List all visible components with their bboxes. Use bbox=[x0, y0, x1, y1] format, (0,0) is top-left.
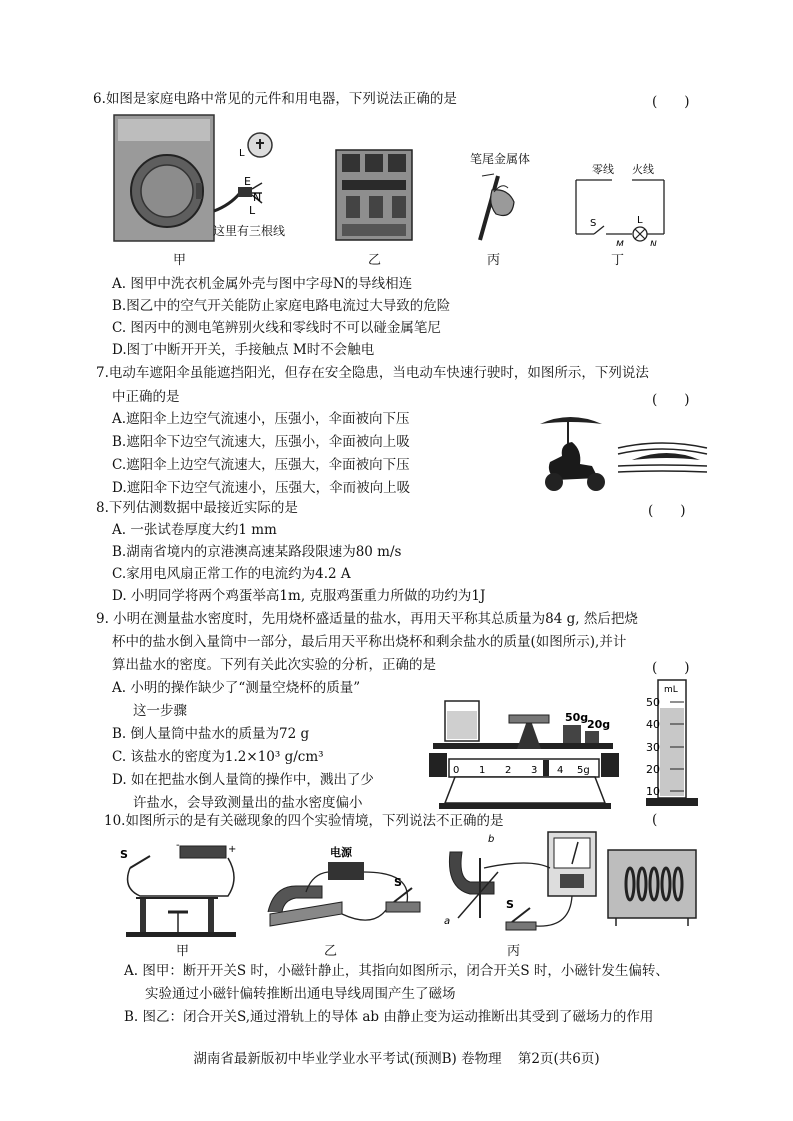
q9-option-d-cont: 许盐水，会导致测量出的盐水密度偏小 bbox=[133, 795, 363, 811]
fig-bing-label-a: a bbox=[444, 916, 451, 927]
q6-option-c: C. 图丙中的测电笔辨别火线和零线时不可以碰金属笔尼 bbox=[112, 320, 441, 336]
q10-caption-yi: 乙 bbox=[324, 944, 338, 959]
weight-20g: 20g bbox=[587, 718, 611, 731]
plug-label-L: L bbox=[249, 204, 256, 217]
cylinder-tick-40: 40 bbox=[646, 718, 660, 731]
q8-option-b: B.湖南省境内的京港澳高速某路段限速为80 m/s bbox=[112, 544, 402, 560]
cylinder-tick-30: 30 bbox=[646, 741, 660, 754]
circuit-label-M: M bbox=[616, 240, 624, 246]
q7-option-a: A.遮阳伞上边空气流速小，压强小，伞面被向下压 bbox=[112, 411, 410, 427]
fig-yi-power-label: 电源 bbox=[330, 846, 352, 859]
plug-label-N: N bbox=[253, 191, 262, 204]
cylinder-tick-50: 50 bbox=[646, 696, 660, 709]
page-footer bbox=[0, 1047, 793, 1067]
q9-stem-line2: 杯中的盐水倒入量筒中一部分，最后用天平称出烧杯和剩余盐水的质量(如图所示),并计 bbox=[112, 634, 627, 650]
q6-option-d: D.图丁中断开开关，手接触点 M时不会触电 bbox=[112, 342, 375, 358]
q6-three-wires-label: 这里有三根线 bbox=[213, 224, 286, 238]
q9-option-a-cont: 这一步骤 bbox=[133, 703, 187, 719]
scale-tick-5g: 5g bbox=[577, 765, 590, 776]
circuit-label-S: S bbox=[590, 218, 597, 229]
scale-tick-1: 1 bbox=[479, 765, 486, 776]
q7-answer-paren: ( ) bbox=[652, 392, 690, 408]
q8-option-a: A. 一张试卷厚度大约1 mm bbox=[112, 522, 277, 538]
q7-fig-umbrella-scooter bbox=[532, 408, 712, 496]
q6-answer-paren: ( ) bbox=[652, 94, 690, 110]
q8-option-c: C.家用电风扇正常工作的电流约为4.2 A bbox=[112, 566, 351, 582]
cylinder-tick-20: 20 bbox=[646, 763, 660, 776]
circuit-label-N: N bbox=[650, 240, 657, 246]
circuit-label-L: L bbox=[637, 215, 643, 226]
q10-stem: 10.如图所示的是有关磁现象的四个实验情境，下列说法不正确的是 bbox=[104, 813, 504, 829]
q6-option-b: B.图乙中的空气开关能防止家庭电路电流过大导致的危险 bbox=[112, 298, 451, 314]
q10-caption-bing: 丙 bbox=[507, 944, 521, 959]
q9-stem-line3: 算出盐水的密度。下列有关此次实验的分析，正确的是 bbox=[112, 657, 436, 673]
q8-answer-paren: ( ) bbox=[648, 503, 686, 519]
q6-caption-jia: 甲 bbox=[173, 253, 187, 268]
q9-fig-balance bbox=[425, 693, 630, 811]
footer-exam-title: 湖南省最新版初中毕业学业水平考试(预测B) 卷物理 bbox=[193, 1051, 502, 1067]
q7-stem-line2: 中正确的是 bbox=[112, 389, 180, 405]
cylinder-tick-10: 10 bbox=[646, 785, 660, 798]
q10-fig-solenoid bbox=[606, 848, 698, 926]
q6-stem: 6.如图是家庭电路中常见的元件和用电器，下列说法正确的是 bbox=[93, 91, 457, 107]
q9-option-c: C. 该盐水的密度为1.2×10³ g/cm³ bbox=[112, 749, 324, 765]
q6-option-a: A. 图甲中洗衣机金属外壳与图中字母N的导线相连 bbox=[112, 276, 413, 292]
q7-option-d: D.遮阳伞下边空气流速小，压强大，伞而被向上吸 bbox=[112, 480, 411, 496]
q10-fig-motor-principle bbox=[262, 842, 432, 942]
q6-neutral-label: 零线 bbox=[592, 163, 614, 176]
weight-50g: 50g bbox=[565, 711, 589, 724]
q6-fig-air-switch bbox=[334, 148, 414, 243]
cylinder-unit: mL bbox=[664, 685, 678, 695]
q6-caption-ding: 丁 bbox=[611, 253, 625, 268]
q6-caption-yi: 乙 bbox=[368, 253, 382, 268]
scale-tick-4: 4 bbox=[557, 765, 564, 776]
q9-option-b: B. 倒人量筒中盐水的质量为72 g bbox=[112, 726, 310, 742]
q8-stem: 8.下列估测数据中最接近实际的是 bbox=[96, 500, 298, 516]
footer-page-number: 第2页(共6页) bbox=[517, 1051, 600, 1067]
fig-jia-minus-label: - bbox=[176, 840, 180, 851]
q6-pen-tail-label: 笔尾金属体 bbox=[470, 152, 531, 166]
q7-option-c: C.遮阳伞上边空气流速大，压强大，伞面被向下压 bbox=[112, 457, 410, 473]
q10-option-a-cont: 实验通过小磁针偏转推断出通电导线周围产生了磁场 bbox=[145, 986, 456, 1002]
q7-option-b: B.遮阳伞下边空气流速大，压强小，伞面被向上吸 bbox=[112, 434, 410, 450]
q8-option-d: D. 小明同学将两个鸡蛋举高1m, 克服鸡蛋重力所做的功约为1J bbox=[112, 588, 486, 604]
q10-fig-induction bbox=[440, 828, 600, 938]
q6-live-label: 火线 bbox=[632, 163, 654, 176]
q9-option-a: A. 小明的操作缺少了“测量空烧杯的质量” bbox=[112, 680, 361, 696]
plug-label-E: E bbox=[244, 175, 251, 188]
q9-fig-graduated-cylinder bbox=[640, 678, 698, 813]
q10-fig-oersted bbox=[118, 838, 248, 938]
fig-jia-switch-label: S bbox=[120, 848, 128, 861]
q10-caption-jia: 甲 bbox=[176, 944, 190, 959]
q10-answer-paren: ( bbox=[652, 812, 658, 828]
socket-label-L: L bbox=[239, 148, 245, 159]
q7-stem-line1: 7.电动车遮阳伞虽能遮挡阳光，但存在安全隐患，当电动车快速行驶时，如图所示，下列说法 bbox=[96, 365, 649, 381]
q6-fig-circuit bbox=[572, 176, 672, 246]
q9-answer-paren: ( ) bbox=[652, 660, 690, 676]
scale-tick-3: 3 bbox=[531, 765, 538, 776]
fig-yi-switch-label: S bbox=[394, 876, 402, 889]
q6-caption-bing: 丙 bbox=[487, 253, 501, 268]
scale-tick-2: 2 bbox=[505, 765, 512, 776]
q10-option-a: A. 图甲：断开开关S 时，小磁针静止，其指向如图所示，闭合开关S 时，小磁针发生偏转、 bbox=[124, 963, 669, 979]
fig-bing-switch-label: S bbox=[506, 898, 514, 911]
q6-fig-test-pen bbox=[468, 168, 528, 244]
q9-option-d: D. 如在把盐水倒人量筒的操作中，溅出了少 bbox=[112, 772, 374, 788]
q9-stem-line1: 9. 小明在测量盐水密度时，先用烧杯盛适量的盐水，再用天平称其总质量为84 g, 然后把烧 bbox=[96, 611, 638, 627]
q10-option-b: B. 图乙：闭合开关S,通过滑轨上的导体 ab 由静止变为运动推断出其受到了磁场力的作用 bbox=[124, 1009, 654, 1025]
fig-jia-plus-label: + bbox=[228, 844, 237, 855]
fig-bing-label-b: b bbox=[488, 834, 495, 845]
scale-tick-0: 0 bbox=[453, 765, 460, 776]
